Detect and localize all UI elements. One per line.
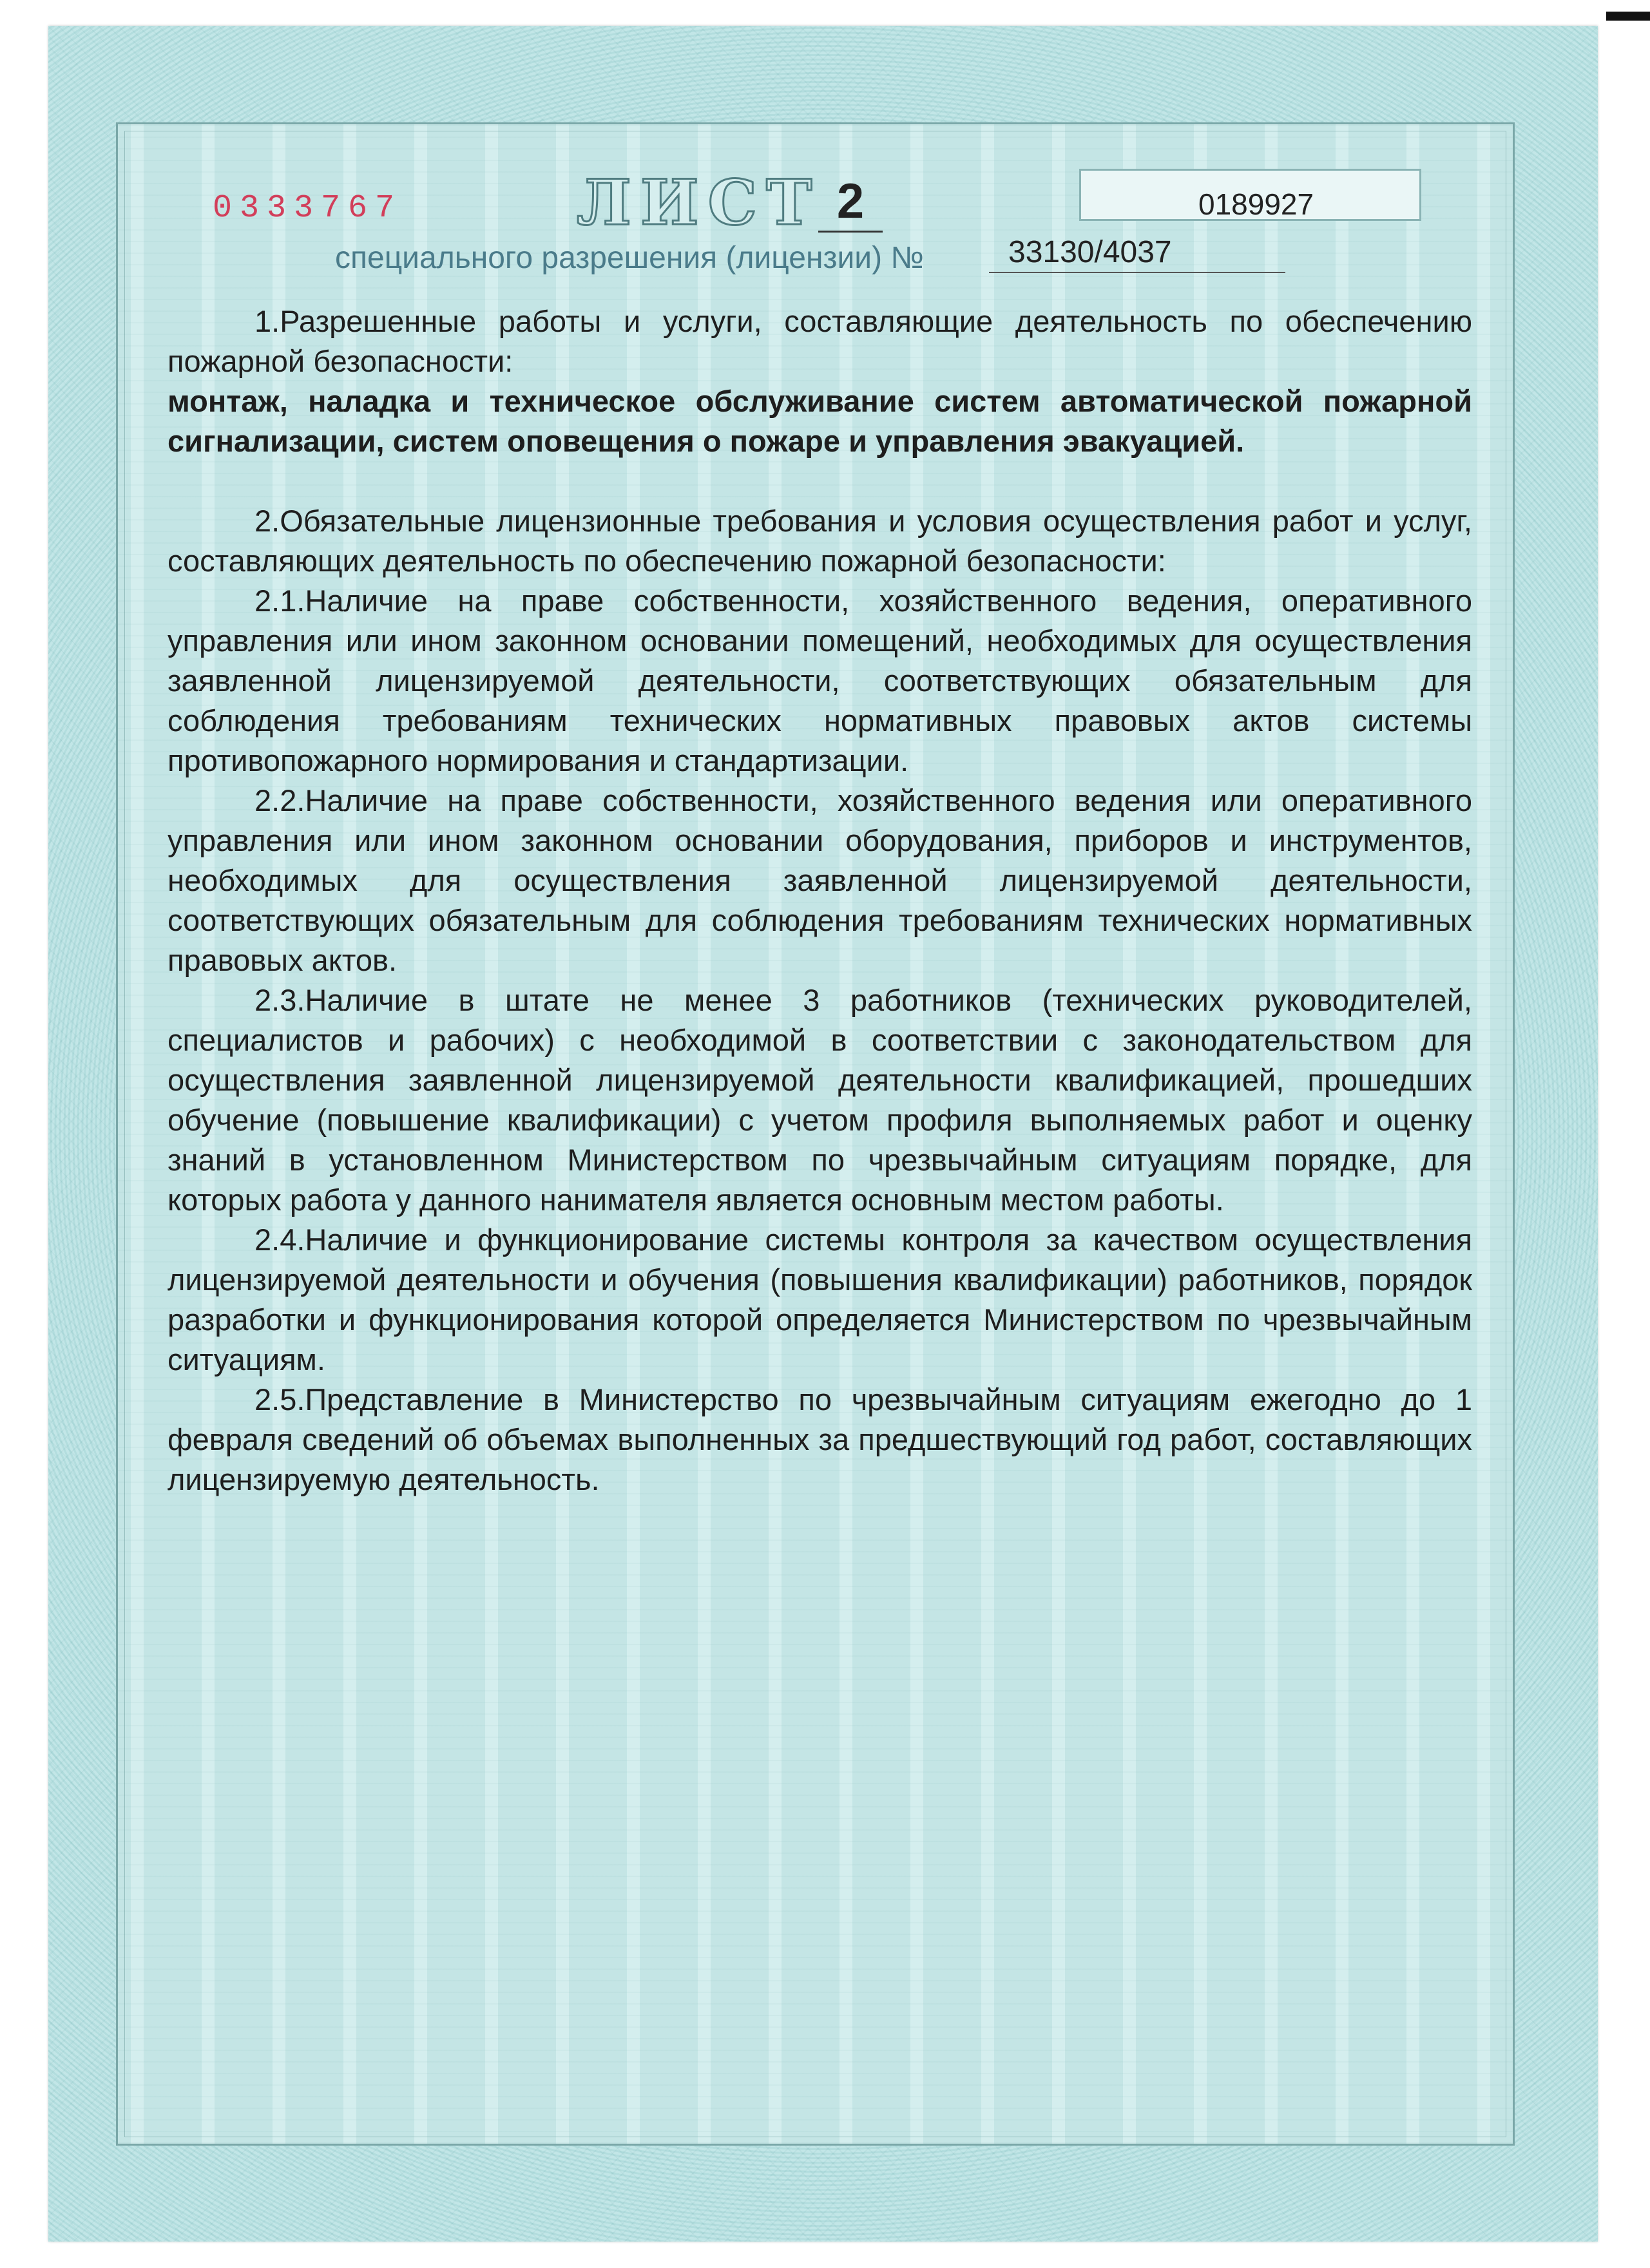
requirements-heading: 2.Обязательные лицензионные требования и условия осуществления работ и услуг, составляющих деятельность по обеспечению пожарной безопасности:	[168, 504, 1472, 578]
form-number: 0189927	[1198, 187, 1314, 221]
license-number: 33130/4037	[989, 233, 1285, 273]
permitted-works-list: монтаж, наладка и техническое обслуживание систем автоматической пожарной сигнализации, систем оповещения о пожаре и управления эвакуацией.	[168, 384, 1472, 458]
requirement-2-4: 2.4.Наличие и функционирование системы контроля за качеством осуществления лицензируемой деятельности и обучения (повышения квалификации) работников, порядок разработки и функционирования которой определяется Министерством по чрезвычайным ситуациям.	[168, 1223, 1472, 1377]
permitted-works-heading: 1.Разрешенные работы и услуги, составляющие деятельность по обеспечению пожарной безопасности:	[168, 304, 1472, 378]
sheet-number: 2	[818, 173, 883, 233]
license-subtitle: специального разрешения (лицензии) №	[335, 241, 924, 275]
requirement-2-1: 2.1.Наличие на праве собственности, хозяйственного ведения, оперативного управления или ином законном основании помещений, необходимых для осуществления заявленной лицензируемой деятельности, соответствующих обязательным для соблюдения требованиям технических нормативных правовых актов системы противопожарного нормирования и стандартизации.	[168, 584, 1472, 777]
scan-edge-mark	[1606, 12, 1650, 21]
requirement-2-3: 2.3.Наличие в штате не менее 3 работников (технических руководителей, специалистов и рабочих) с необходимой в соответствии с законодательством для осуществления заявленной лицензируемой деятельности квалификацией, прошедших обучение (повышение квалификации) с учетом профиля выполняемых работ и оценку знаний в установленном Министерством по чрезвычайным ситуациям порядке, для которых работа у данного нанимателя является основным местом работы.	[168, 983, 1472, 1217]
requirement-2-5: 2.5.Представление в Министерство по чрезвычайным ситуациям ежегодно до 1 февраля сведений об объемах выполненных за предшествующий год работ, составляющих лицензируемую деятельность.	[168, 1382, 1472, 1496]
serial-number: 0333767	[213, 190, 403, 227]
requirement-2-2: 2.2.Наличие на праве собственности, хозяйственного ведения или оперативного управления или ином законном основании оборудования, приборов и инструментов, необходимых для осуществления заявленной лицензируемой деятельности, соответствующих обязательным для соблюдения требованиям технических нормативных правовых актов.	[168, 783, 1472, 977]
license-body	[168, 301, 1472, 1500]
sheet-title: ЛИСТ	[577, 166, 821, 239]
